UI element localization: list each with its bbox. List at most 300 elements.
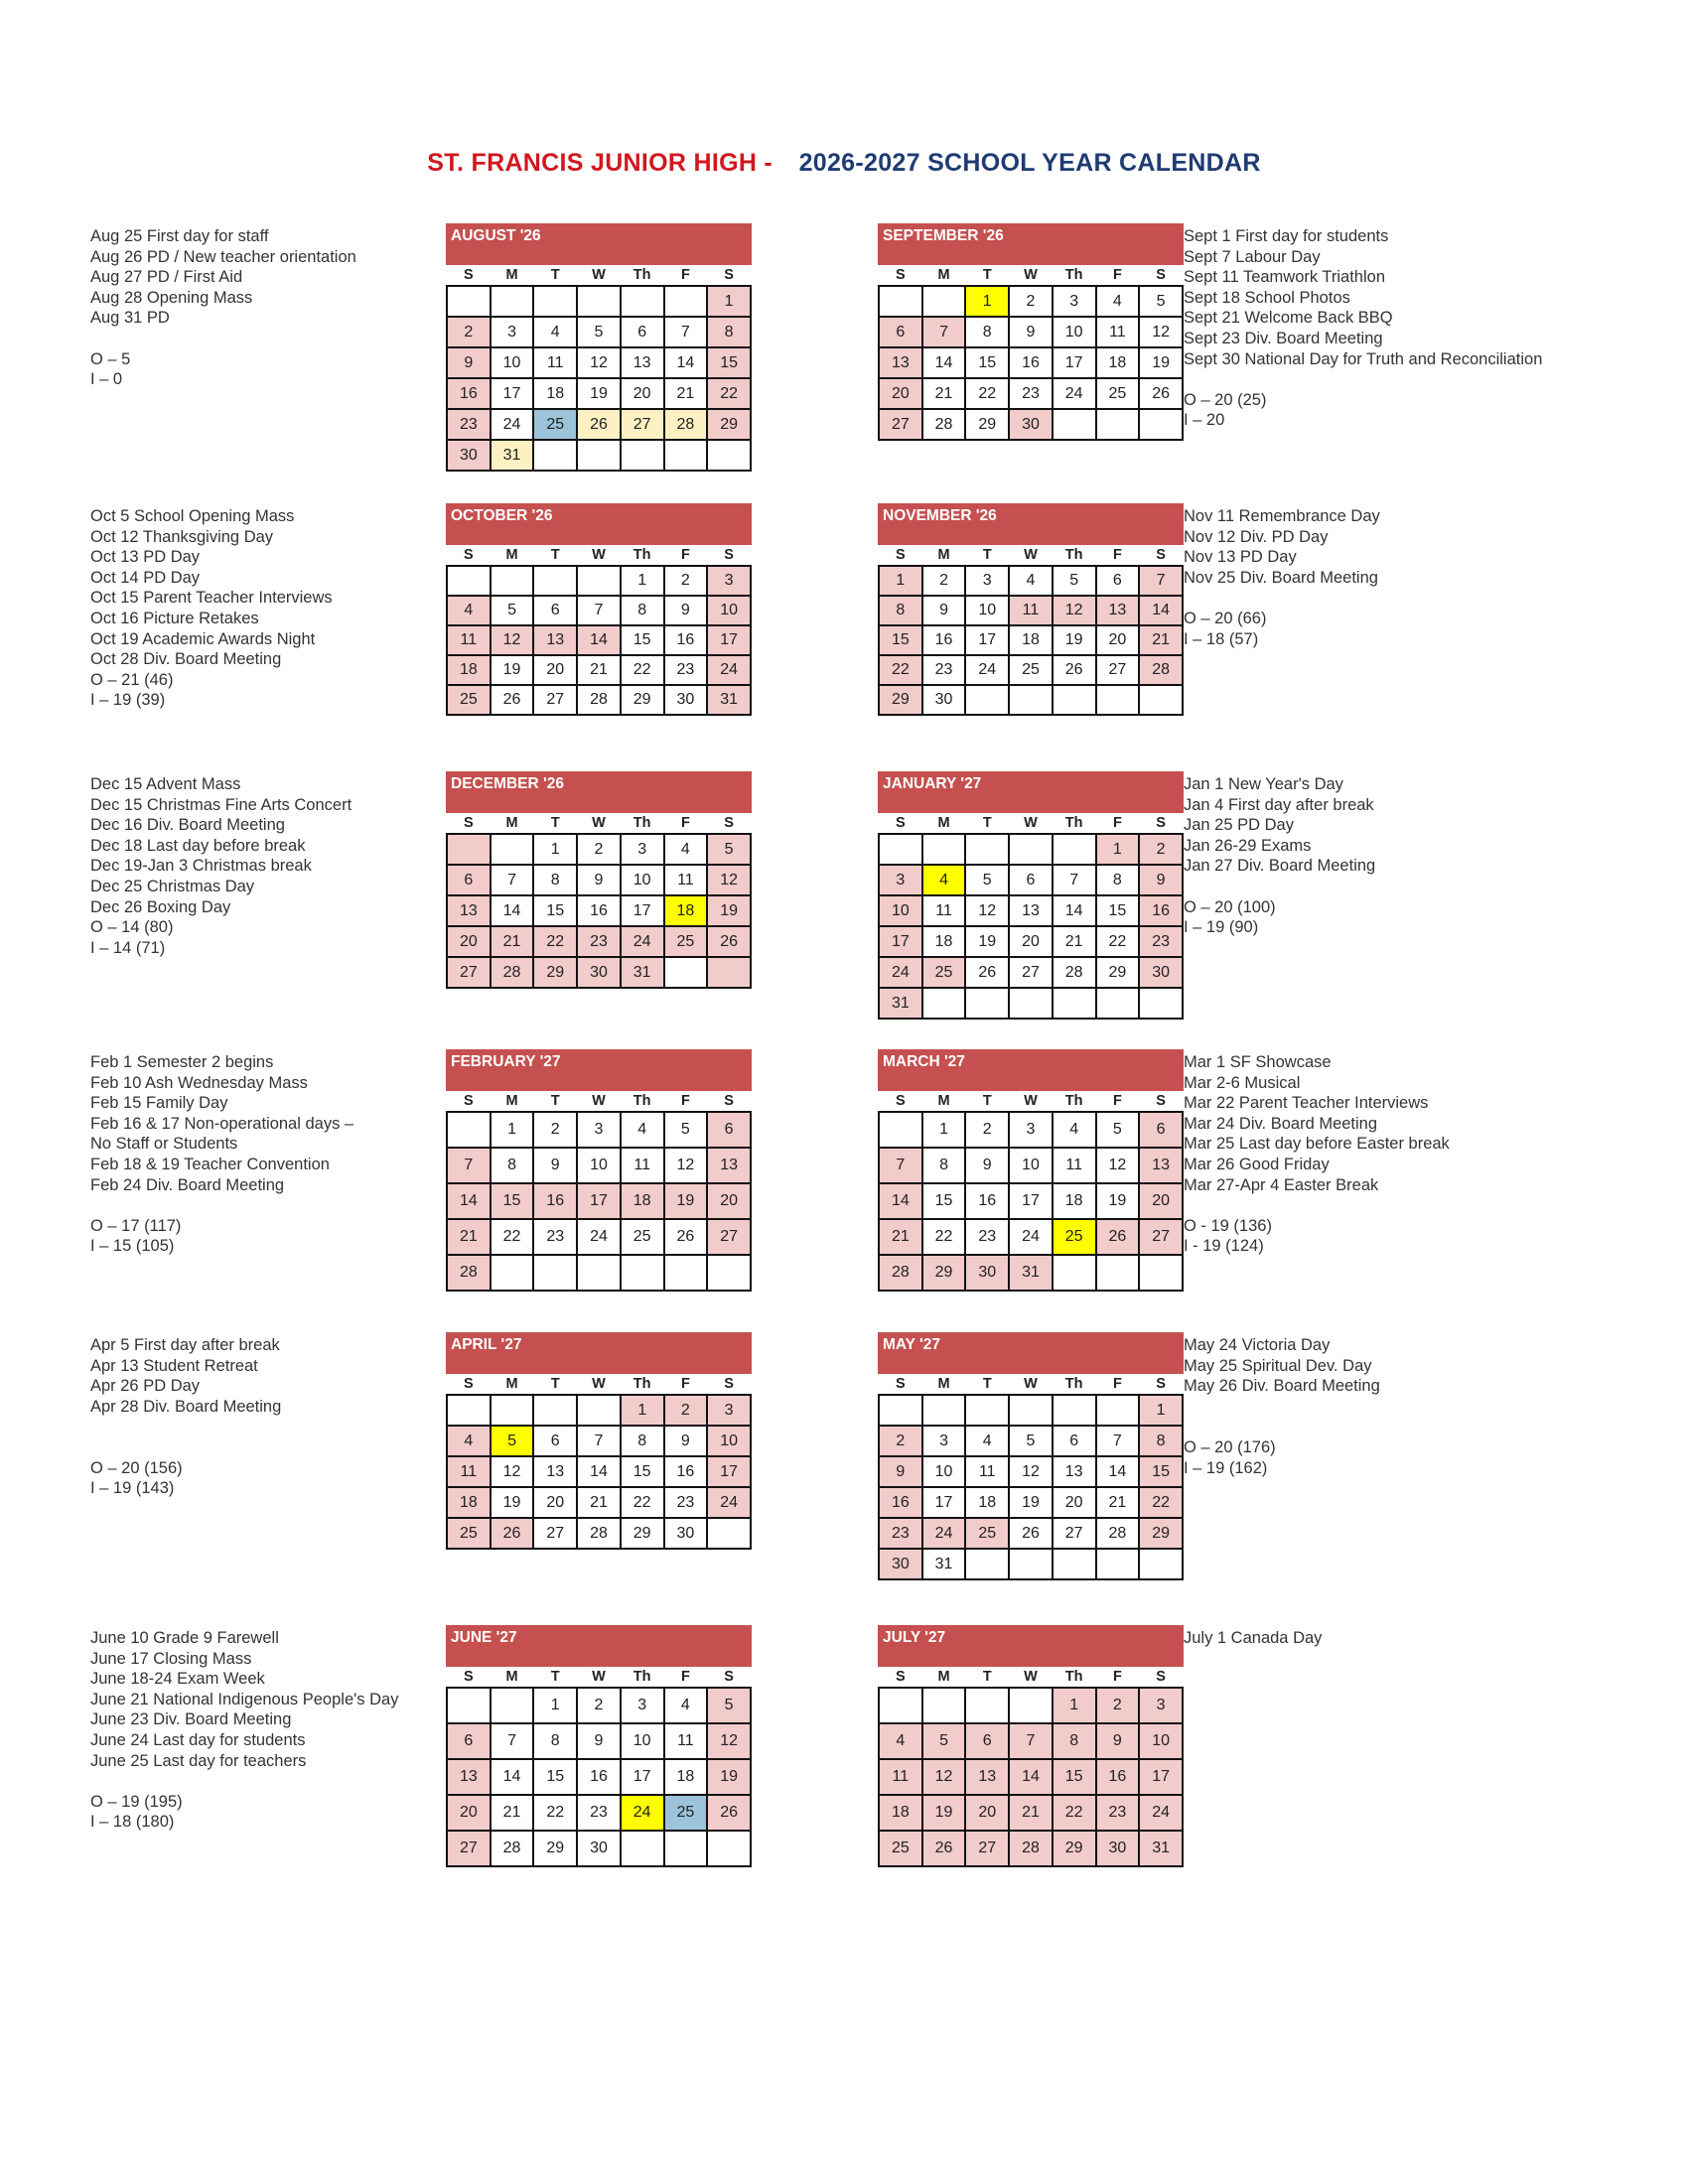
day-cell: 19: [965, 926, 1009, 957]
day-cell: 27: [879, 409, 922, 440]
day-cell: 28: [922, 409, 966, 440]
weekday-header: Th: [633, 1376, 651, 1392]
day-cell: [447, 1112, 491, 1148]
week-row: [879, 317, 1183, 347]
month-table: [446, 1091, 752, 1292]
day-cell: 15: [965, 347, 1009, 378]
calendar-title: 2026-2027 SCHOOL YEAR CALENDAR: [798, 149, 1261, 177]
day-cell: 29: [922, 1255, 966, 1291]
day-cell: 20: [1009, 926, 1053, 957]
day-cell: 7: [1096, 1426, 1140, 1456]
day-cell: 22: [621, 655, 664, 685]
day-cell: 27: [533, 685, 577, 715]
month-header: MARCH '27: [878, 1049, 1184, 1091]
weekday-header: M: [505, 1669, 518, 1685]
month-header: APRIL '27: [446, 1332, 752, 1374]
week-row: [447, 596, 751, 625]
day-cell: 8: [621, 1426, 664, 1456]
weekday-header: T: [982, 267, 992, 283]
month-table: [878, 545, 1184, 716]
day-cell: 1: [1139, 1395, 1183, 1426]
month-table: [446, 813, 752, 989]
day-cell: 6: [447, 865, 491, 895]
day-cell: 26: [965, 957, 1009, 988]
day-cell: 26: [664, 1219, 708, 1255]
weekday-header: F: [680, 1669, 690, 1685]
day-cell: 7: [922, 317, 966, 347]
weekday-header: M: [937, 1669, 950, 1685]
day-cell: 31: [707, 685, 751, 715]
day-cell: 9: [922, 596, 966, 625]
left-notes: [90, 506, 408, 711]
note-line: I - 19 (124): [1184, 1237, 1264, 1256]
day-cell: [707, 440, 751, 471]
note-line: Jan 4 First day after break: [1184, 795, 1374, 814]
day-cell: 16: [664, 625, 708, 655]
note-line: Apr 13 Student Retreat: [90, 1356, 258, 1375]
day-cell: 6: [879, 317, 922, 347]
day-cell: 13: [1009, 895, 1053, 926]
week-row: [879, 1549, 1183, 1579]
day-cell: 22: [965, 378, 1009, 409]
day-cell: 14: [577, 625, 621, 655]
day-cell: [1053, 988, 1096, 1019]
note-line: Nov 11 Remembrance Day: [1184, 507, 1380, 525]
day-cell: [707, 1831, 751, 1866]
weekday-header: S: [464, 1376, 474, 1392]
day-cell: 1: [965, 286, 1009, 317]
note-line: Dec 15 Advent Mass: [90, 775, 241, 793]
day-cell: 23: [577, 1795, 621, 1831]
weekday-header: S: [896, 1376, 906, 1392]
week-row: [879, 865, 1183, 895]
weekday-header: S: [1156, 547, 1166, 563]
weekday-header: T: [982, 547, 992, 563]
day-cell: 29: [1053, 1831, 1096, 1866]
month-calendar: [446, 1049, 752, 1292]
note-line: I – 19 (143): [90, 1479, 175, 1498]
day-cell: 16: [664, 1456, 708, 1487]
day-cell: 9: [879, 1456, 922, 1487]
day-cell: 16: [1009, 347, 1053, 378]
week-row: [447, 286, 751, 317]
day-cell: [1009, 685, 1053, 715]
day-cell: 29: [965, 409, 1009, 440]
month-calendar: [446, 771, 752, 989]
weekday-header: S: [464, 267, 474, 283]
left-notes: [90, 1052, 408, 1257]
day-cell: 8: [707, 317, 751, 347]
day-cell: [533, 566, 577, 596]
note-line: I – 14 (71): [90, 938, 166, 957]
day-cell: 31: [1139, 1831, 1183, 1866]
week-row: [447, 1183, 751, 1219]
week-row: [447, 1518, 751, 1549]
day-cell: 1: [621, 1395, 664, 1426]
note-line: Apr 5 First day after break: [90, 1336, 280, 1354]
day-cell: 7: [1139, 566, 1183, 596]
day-cell: 13: [533, 1456, 577, 1487]
note-line: Feb 18 & 19 Teacher Convention: [90, 1155, 330, 1173]
day-cell: 20: [1139, 1183, 1183, 1219]
day-cell: 20: [447, 926, 491, 957]
day-cell: 24: [621, 1795, 664, 1831]
day-cell: 3: [707, 566, 751, 596]
day-cell: 14: [879, 1183, 922, 1219]
note-line: Jan 25 PD Day: [1184, 816, 1294, 835]
day-cell: 7: [577, 1426, 621, 1456]
day-cell: 11: [664, 865, 708, 895]
day-cell: 30: [965, 1255, 1009, 1291]
weekday-header: Th: [633, 1669, 651, 1685]
week-row: [879, 1723, 1183, 1759]
day-cell: 8: [533, 1723, 577, 1759]
day-cell: 25: [1009, 655, 1053, 685]
note-line: [1184, 369, 1650, 390]
day-cell: 29: [1096, 957, 1140, 988]
day-cell: 1: [491, 1112, 534, 1148]
day-cell: [447, 1688, 491, 1723]
day-cell: 22: [1096, 926, 1140, 957]
day-cell: 19: [922, 1795, 966, 1831]
day-cell: 17: [1139, 1759, 1183, 1795]
month-calendar: [878, 771, 1184, 1020]
day-cell: 10: [922, 1456, 966, 1487]
day-cell: 11: [1009, 596, 1053, 625]
day-cell: 18: [664, 895, 708, 926]
week-row: [879, 895, 1183, 926]
day-cell: 14: [577, 1456, 621, 1487]
day-cell: 29: [707, 409, 751, 440]
day-cell: 24: [1053, 378, 1096, 409]
note-line: Oct 5 School Opening Mass: [90, 507, 295, 525]
day-cell: 5: [491, 1426, 534, 1456]
day-cell: 21: [1053, 926, 1096, 957]
day-cell: [879, 1688, 922, 1723]
day-cell: 12: [491, 625, 534, 655]
day-cell: [621, 440, 664, 471]
day-cell: 30: [879, 1549, 922, 1579]
weekday-header: Th: [633, 547, 651, 563]
day-cell: 19: [707, 1759, 751, 1795]
day-cell: 28: [577, 1518, 621, 1549]
day-cell: 21: [491, 926, 534, 957]
day-cell: [1009, 1549, 1053, 1579]
note-line: Oct 12 Thanksgiving Day: [90, 527, 274, 546]
day-cell: [879, 1112, 922, 1148]
day-cell: 8: [1096, 865, 1140, 895]
day-cell: [577, 1255, 621, 1291]
week-row: [879, 1219, 1183, 1255]
weekday-header: S: [896, 1669, 906, 1685]
day-cell: [1053, 834, 1096, 865]
day-cell: [533, 440, 577, 471]
day-cell: 8: [1053, 1723, 1096, 1759]
day-cell: 21: [1009, 1795, 1053, 1831]
day-cell: [621, 286, 664, 317]
day-cell: [533, 1255, 577, 1291]
weekday-header: W: [1024, 267, 1038, 283]
weekday-header: F: [680, 267, 690, 283]
day-cell: 28: [491, 1831, 534, 1866]
day-cell: 8: [922, 1148, 966, 1183]
day-cell: 6: [707, 1112, 751, 1148]
day-cell: 27: [965, 1831, 1009, 1866]
weekday-header: S: [464, 1669, 474, 1685]
day-cell: 2: [1009, 286, 1053, 317]
day-cell: 13: [1139, 1148, 1183, 1183]
note-line: Sept 11 Teamwork Triathlon: [1184, 268, 1385, 287]
note-line: Dec 26 Boxing Day: [90, 897, 231, 916]
day-cell: 14: [1096, 1456, 1140, 1487]
weekday-header: M: [505, 547, 518, 563]
day-cell: [577, 1395, 621, 1426]
month-calendar: [878, 1049, 1184, 1292]
week-row: [879, 625, 1183, 655]
day-cell: 8: [621, 596, 664, 625]
note-line: Mar 22 Parent Teacher Interviews: [1184, 1094, 1429, 1113]
week-row: [447, 895, 751, 926]
week-row: [879, 1183, 1183, 1219]
day-cell: 29: [621, 1518, 664, 1549]
day-cell: 27: [1009, 957, 1053, 988]
day-cell: [707, 1518, 751, 1549]
day-cell: 17: [491, 378, 534, 409]
day-cell: 10: [707, 1426, 751, 1456]
day-cell: [1139, 685, 1183, 715]
day-cell: [965, 1549, 1009, 1579]
day-cell: 8: [1139, 1426, 1183, 1456]
month-calendar: [878, 223, 1184, 441]
day-cell: [1053, 685, 1096, 715]
weekday-header: M: [937, 1093, 950, 1109]
month-table: [878, 265, 1184, 441]
day-cell: 15: [621, 625, 664, 655]
day-cell: 26: [1053, 655, 1096, 685]
day-cell: 25: [447, 685, 491, 715]
day-cell: 26: [707, 926, 751, 957]
week-row: [447, 1255, 751, 1291]
note-line: Aug 25 First day for staff: [90, 227, 269, 245]
day-cell: 9: [447, 347, 491, 378]
day-cell: [1053, 1255, 1096, 1291]
day-cell: 7: [664, 317, 708, 347]
day-cell: [577, 566, 621, 596]
day-cell: 14: [491, 895, 534, 926]
month-table: [878, 813, 1184, 1020]
day-cell: 28: [1053, 957, 1096, 988]
note-line: Oct 19 Academic Awards Night: [90, 629, 316, 648]
day-cell: 10: [707, 596, 751, 625]
day-cell: [533, 286, 577, 317]
day-cell: 10: [1053, 317, 1096, 347]
week-row: [447, 834, 751, 865]
weekday-header: S: [896, 547, 906, 563]
weekday-header: F: [1112, 1093, 1122, 1109]
weekday-header: W: [592, 1669, 606, 1685]
day-cell: [577, 440, 621, 471]
day-cell: 2: [577, 834, 621, 865]
day-cell: 21: [577, 655, 621, 685]
day-cell: 2: [664, 1395, 708, 1426]
week-row: [879, 596, 1183, 625]
day-cell: 11: [533, 347, 577, 378]
week-row: [447, 957, 751, 988]
day-cell: 19: [577, 378, 621, 409]
month-table: [446, 545, 752, 716]
day-cell: 19: [1009, 1487, 1053, 1518]
month-table: [878, 1667, 1184, 1867]
week-row: [879, 1148, 1183, 1183]
weekday-header: S: [1156, 1376, 1166, 1392]
note-line: Mar 2-6 Musical: [1184, 1073, 1301, 1092]
day-cell: 31: [621, 957, 664, 988]
day-cell: 4: [621, 1112, 664, 1148]
day-cell: 18: [1009, 625, 1053, 655]
day-cell: 29: [621, 685, 664, 715]
week-row: [879, 1456, 1183, 1487]
week-row: [879, 378, 1183, 409]
day-cell: 21: [1139, 625, 1183, 655]
weekday-header: T: [982, 815, 992, 831]
week-row: [447, 685, 751, 715]
day-cell: 26: [491, 685, 534, 715]
day-cell: [879, 1395, 922, 1426]
day-cell: 21: [922, 378, 966, 409]
day-cell: 30: [577, 957, 621, 988]
day-cell: 17: [707, 1456, 751, 1487]
day-cell: 7: [1009, 1723, 1053, 1759]
day-cell: 9: [664, 596, 708, 625]
day-cell: 2: [447, 317, 491, 347]
weekday-header: M: [505, 1376, 518, 1392]
month-table: [446, 1374, 752, 1550]
day-cell: 10: [621, 1723, 664, 1759]
day-cell: 21: [491, 1795, 534, 1831]
day-cell: 23: [664, 655, 708, 685]
note-line: O – 20 (66): [1184, 609, 1267, 627]
day-cell: 3: [879, 865, 922, 895]
note-line: Aug 31 PD: [90, 309, 170, 328]
note-line: I – 15 (105): [90, 1237, 175, 1256]
note-line: I – 20: [1184, 411, 1225, 430]
day-cell: 24: [707, 655, 751, 685]
day-cell: 9: [1009, 317, 1053, 347]
note-line: I – 0: [90, 370, 123, 389]
day-cell: 3: [1139, 1688, 1183, 1723]
week-row: [447, 378, 751, 409]
day-cell: 12: [577, 347, 621, 378]
weekday-header: W: [592, 267, 606, 283]
day-cell: [621, 1831, 664, 1866]
note-line: O – 21 (46): [90, 670, 174, 689]
day-cell: 15: [879, 625, 922, 655]
day-cell: 13: [1053, 1456, 1096, 1487]
weekday-header: Th: [1064, 267, 1083, 283]
day-cell: 5: [965, 865, 1009, 895]
day-cell: 20: [533, 655, 577, 685]
day-cell: [491, 1688, 534, 1723]
week-row: [879, 834, 1183, 865]
day-cell: [491, 1255, 534, 1291]
day-cell: 15: [1096, 895, 1140, 926]
weekday-header: W: [592, 1376, 606, 1392]
day-cell: 30: [922, 685, 966, 715]
note-line: Oct 14 PD Day: [90, 568, 201, 587]
day-cell: [1053, 1395, 1096, 1426]
weekday-header: W: [592, 815, 606, 831]
day-cell: [1096, 988, 1140, 1019]
day-cell: 30: [447, 440, 491, 471]
weekday-header: S: [1156, 1669, 1166, 1685]
note-line: [1184, 877, 1650, 897]
note-line: June 17 Closing Mass: [90, 1649, 252, 1668]
note-line: O – 20 (176): [1184, 1437, 1276, 1456]
day-cell: 29: [533, 1831, 577, 1866]
note-line: Oct 28 Div. Board Meeting: [90, 650, 282, 669]
note-line: Nov 25 Div. Board Meeting: [1184, 568, 1378, 587]
day-cell: [965, 1688, 1009, 1723]
note-line: I – 19 (39): [90, 691, 166, 710]
week-row: [879, 685, 1183, 715]
note-line: Feb 24 Div. Board Meeting: [90, 1175, 285, 1194]
day-cell: 22: [1139, 1487, 1183, 1518]
day-cell: 15: [491, 1183, 534, 1219]
day-cell: 2: [533, 1112, 577, 1148]
day-cell: 7: [447, 1148, 491, 1183]
day-cell: 9: [577, 865, 621, 895]
weekday-header: M: [505, 815, 518, 831]
day-cell: 10: [577, 1148, 621, 1183]
day-cell: [707, 1255, 751, 1291]
day-cell: 19: [1096, 1183, 1140, 1219]
weekday-header: S: [724, 1669, 734, 1685]
day-cell: 24: [965, 655, 1009, 685]
note-line: Sept 18 School Photos: [1184, 288, 1350, 307]
day-cell: 25: [922, 957, 966, 988]
weekday-header: F: [1112, 815, 1122, 831]
day-cell: 4: [447, 1426, 491, 1456]
day-cell: [1139, 1255, 1183, 1291]
day-cell: 31: [491, 440, 534, 471]
day-cell: [491, 286, 534, 317]
note-line: O – 20 (25): [1184, 390, 1267, 409]
day-cell: 15: [707, 347, 751, 378]
note-line: May 26 Div. Board Meeting: [1184, 1377, 1380, 1396]
day-cell: [1096, 409, 1140, 440]
day-cell: 24: [922, 1518, 966, 1549]
day-cell: 20: [1053, 1487, 1096, 1518]
day-cell: [447, 1395, 491, 1426]
note-line: Mar 26 Good Friday: [1184, 1155, 1330, 1173]
day-cell: 5: [577, 317, 621, 347]
day-cell: [577, 286, 621, 317]
day-cell: 6: [447, 1723, 491, 1759]
day-cell: 12: [707, 865, 751, 895]
weekday-header: T: [550, 815, 560, 831]
day-cell: [664, 1831, 708, 1866]
day-cell: 22: [707, 378, 751, 409]
day-cell: 17: [577, 1183, 621, 1219]
note-line: Mar 24 Div. Board Meeting: [1184, 1114, 1378, 1133]
weekday-header: Th: [633, 267, 651, 283]
month-table: [878, 1374, 1184, 1580]
month-calendar: [878, 503, 1184, 716]
day-cell: 6: [965, 1723, 1009, 1759]
day-cell: 1: [707, 286, 751, 317]
weekday-header: S: [724, 1376, 734, 1392]
note-line: Mar 1 SF Showcase: [1184, 1053, 1332, 1071]
